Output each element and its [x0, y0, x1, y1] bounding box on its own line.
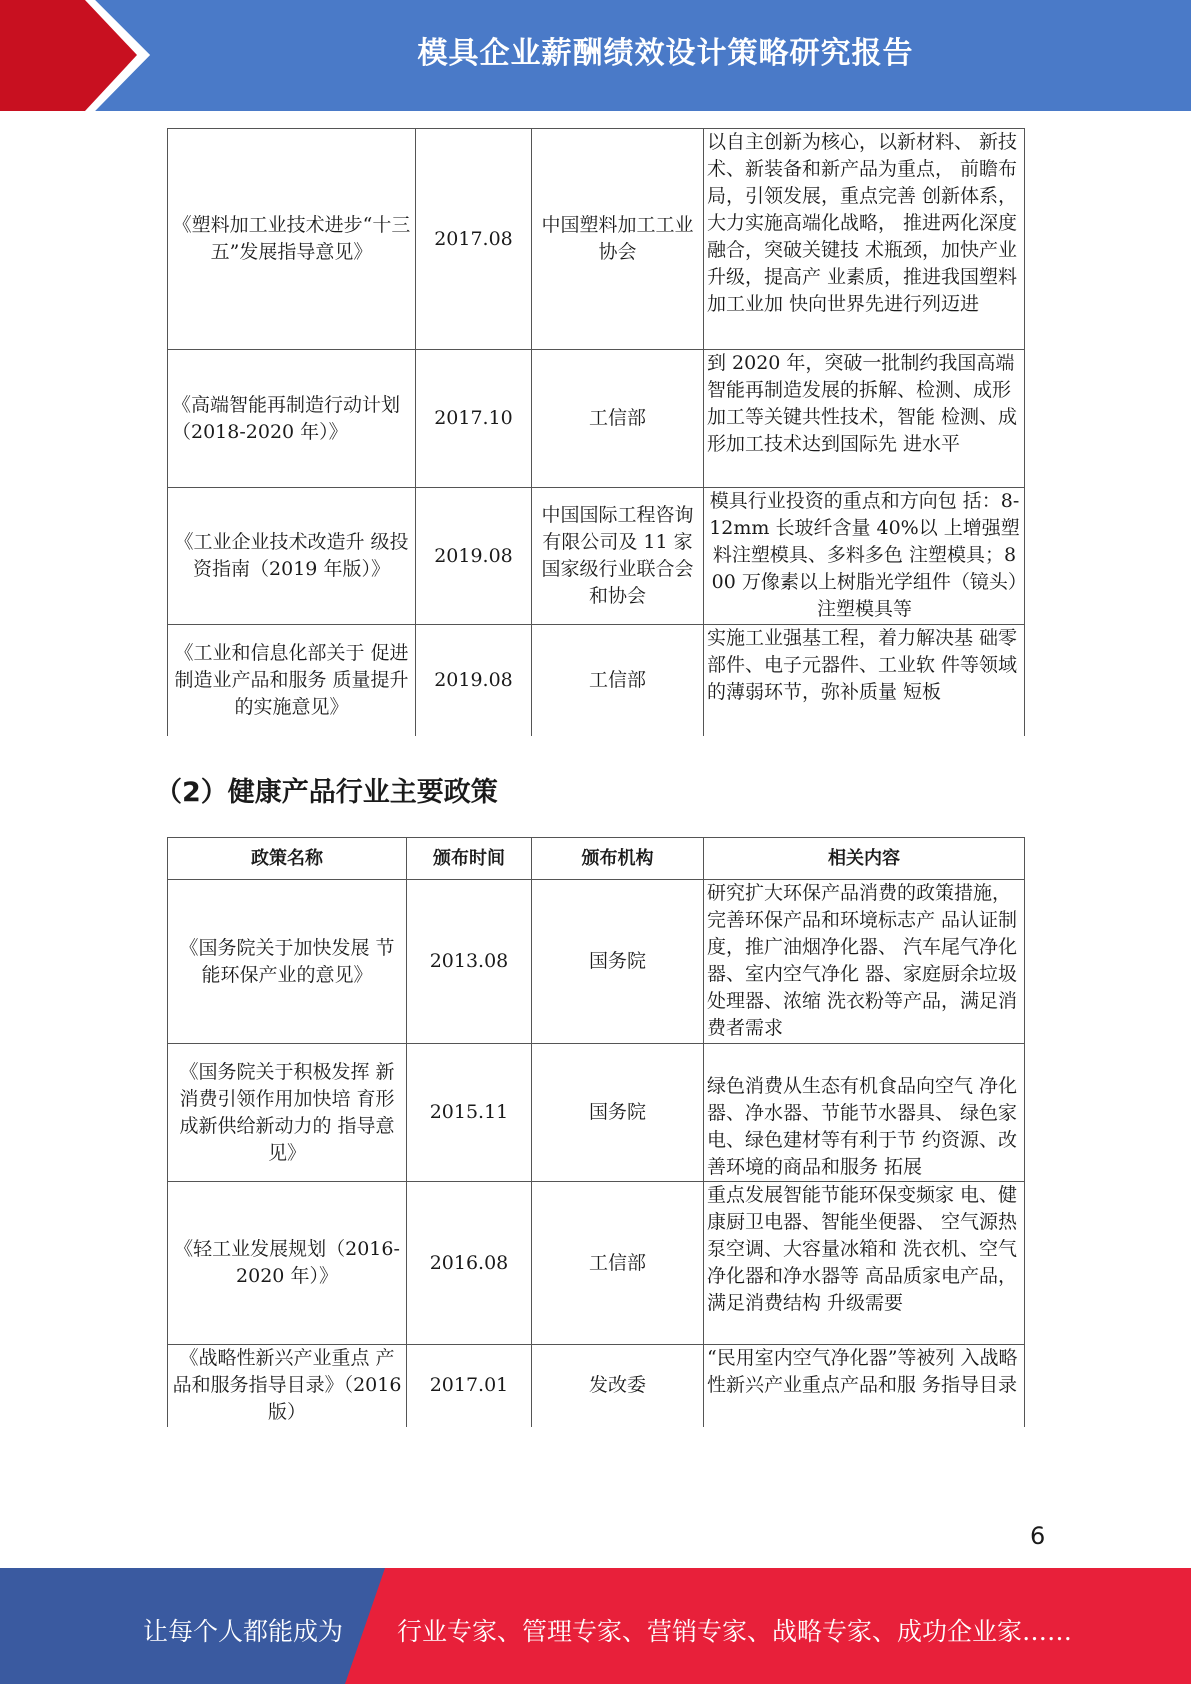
page-number: 6: [1030, 1522, 1046, 1550]
table-row: [168, 625, 1025, 736]
policy-date: 2015.11: [407, 1044, 532, 1182]
policy-table-mold: [167, 128, 1025, 736]
policy-content: 以自主创新为核心，以新材料、 新技术、新装备和新产品为重点， 前瞻布局，引领发展，重点完善 创新体系，大力实施高端化战略， 推进两化深度融合，突破关键技 术瓶颈，加快产业升级，提高产 业素质，推进我国塑料加工业加 快向世界先进行列迈进: [704, 129, 1025, 350]
policy-content: 模具行业投资的重点和方向包 括：8-12mm 长玻纤含量 40%以 上增强塑料注塑模具、多料多色 注塑模具；800 万像素以上树脂光学组件（镜头）注塑模具等: [704, 488, 1025, 625]
page-header: [0, 0, 1191, 111]
policy-org: 发改委: [532, 1345, 704, 1427]
footer-slogan-right: 行业专家、管理专家、营销专家、战略专家、成功企业家……: [397, 1617, 1073, 1646]
policy-org: 国务院: [532, 880, 704, 1044]
policy-name: 《塑料加工业技术进步“十三五”发展指导意见》: [168, 129, 416, 350]
policy-date: 2019.08: [416, 488, 532, 625]
policy-content: 重点发展智能节能环保变频家 电、健康厨卫电器、智能坐便器、 空气源热泵空调、大容量冰箱和 洗衣机、空气净化器和净水器等 高品质家电产品，满足消费结构 升级需要: [704, 1182, 1025, 1345]
policy-date: 2017.10: [416, 350, 532, 488]
section-heading: （2）健康产品行业主要政策: [155, 777, 498, 808]
policy-date: 2017.08: [416, 129, 532, 350]
column-header-name: 政策名称: [168, 838, 407, 880]
table-row: [168, 1044, 1025, 1182]
table-row: [168, 129, 1025, 350]
policy-org: 工信部: [532, 1182, 704, 1345]
report-title: 模具企业薪酬绩效设计策略研究报告: [417, 36, 914, 71]
policy-org: 中国塑料加工工业协会: [532, 129, 704, 350]
table-row: [168, 880, 1025, 1044]
table-row: [168, 350, 1025, 488]
policy-name: 《工业企业技术改造升 级投资指南（2019 年版）》: [168, 488, 416, 625]
policy-name: 《国务院关于积极发挥 新消费引领作用加快培 育形成新供给新动力的 指导意见》: [168, 1044, 407, 1182]
page-footer: [0, 1568, 1191, 1684]
table-row: [168, 1182, 1025, 1345]
policy-org: 工信部: [532, 625, 704, 736]
policy-name: 《战略性新兴产业重点 产品和服务指导目录》（2016 版）: [168, 1345, 407, 1427]
policy-date: 2013.08: [407, 880, 532, 1044]
column-header-org: 颁布机构: [532, 838, 704, 880]
policy-name: 《高端智能再制造行动计划（2018-2020 年）》: [168, 350, 416, 488]
policy-org: 工信部: [532, 350, 704, 488]
table-row: [168, 1345, 1025, 1427]
policy-date: 2019.08: [416, 625, 532, 736]
column-header-date: 颁布时间: [407, 838, 532, 880]
table-header-row: [168, 838, 1025, 880]
policy-org: 中国国际工程咨询有限公司及 11 家国家级行业联合会和协会: [532, 488, 704, 625]
policy-name: 《工业和信息化部关于 促进制造业产品和服务 质量提升的实施意见》: [168, 625, 416, 736]
table-row: [168, 488, 1025, 625]
policy-content: 绿色消费从生态有机食品向空气 净化器、净水器、节能节水器具、 绿色家电、绿色建材等有利于节 约资源、改善环境的商品和服务 拓展: [704, 1044, 1025, 1182]
policy-date: 2016.08: [407, 1182, 532, 1345]
column-header-content: 相关内容: [704, 838, 1025, 880]
policy-content: 实施工业强基工程，着力解决基 础零部件、电子元器件、工业软 件等领域的薄弱环节，弥补质量 短板: [704, 625, 1025, 736]
policy-name: 《轻工业发展规划（2016-2020 年）》: [168, 1182, 407, 1345]
policy-content: 研究扩大环保产品消费的政策措施，完善环保产品和环境标志产 品认证制度，推广油烟净化器、 汽车尾气净化器、室内空气净化 器、家庭厨余垃圾处理器、浓缩 洗衣粉等产品，满足消费者需求: [704, 880, 1025, 1044]
policy-name: 《国务院关于加快发展 节能环保产业的意见》: [168, 880, 407, 1044]
footer-slogan-left: 让每个人都能成为: [143, 1617, 344, 1646]
policy-date: 2017.01: [407, 1345, 532, 1427]
policy-table-health: [167, 837, 1025, 1427]
policy-content: “民用室内空气净化器”等被列 入战略性新兴产业重点产品和服 务指导目录: [704, 1345, 1025, 1427]
policy-org: 国务院: [532, 1044, 704, 1182]
header-arrow-decoration: [0, 0, 160, 111]
policy-content: 到 2020 年，突破一批制约我国高端智能再制造发展的拆解、检测、成形加工等关键共性技术，智能 检测、成形加工技术达到国际先 进水平: [704, 350, 1025, 488]
